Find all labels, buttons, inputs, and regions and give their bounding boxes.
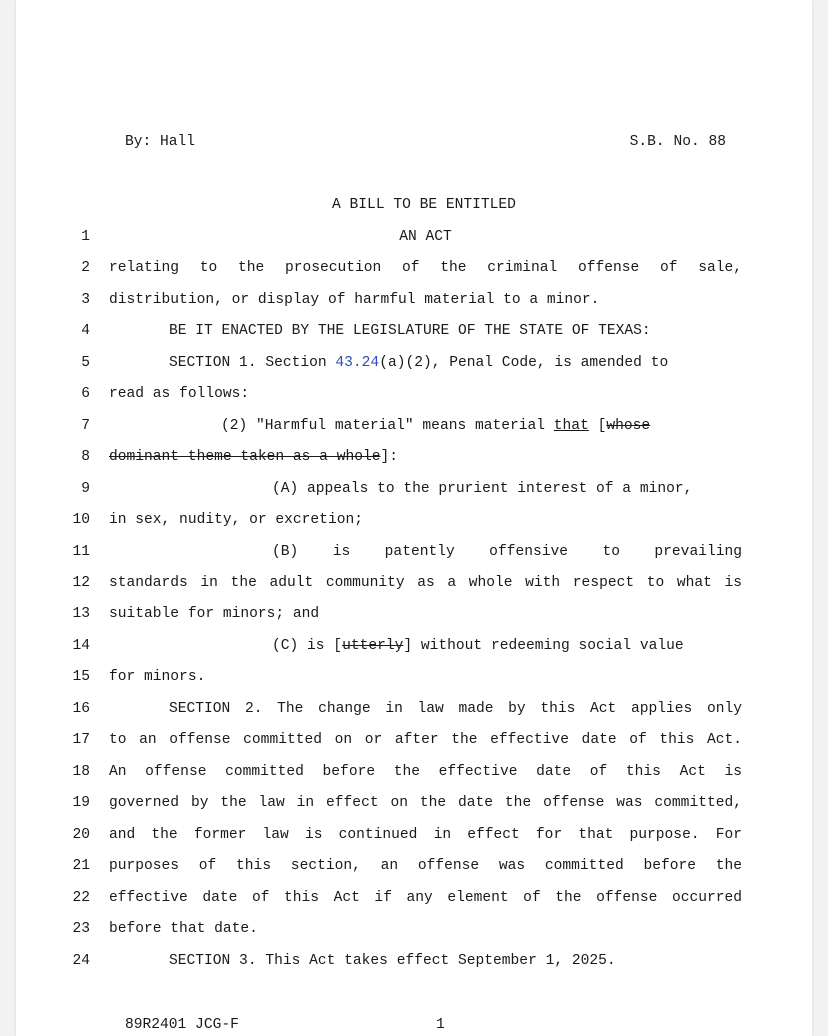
line-number: 9	[81, 481, 90, 497]
line-text: in sex, nudity, or excretion;	[109, 512, 363, 528]
page-number: 1	[436, 1017, 445, 1033]
line-text: BE IT ENACTED BY THE LEGISLATURE OF THE STATE OF TEXAS:	[169, 323, 651, 339]
deleted-text: utterly	[342, 638, 404, 654]
line-text	[109, 353, 742, 373]
line-text	[109, 636, 742, 656]
line-number: 10	[72, 512, 90, 528]
bill-number: S.B. No. 88	[629, 134, 726, 150]
line-text: purposes of this section, an offense was committed before the	[109, 858, 742, 874]
bill-line	[16, 730, 812, 750]
inserted-text: that	[553, 418, 589, 434]
bill-line	[16, 510, 812, 530]
line-text: effective date of this Act if any element of the offense occurred	[109, 890, 742, 906]
line-text: relating to the prosecution of the criminal offense of sale,	[109, 260, 742, 276]
line-text: distribution, or display of harmful material to a minor.	[109, 292, 600, 308]
bill-line	[16, 667, 812, 687]
line-text: before that date.	[109, 921, 258, 937]
line-number: 4	[81, 323, 90, 339]
bill-line	[16, 290, 812, 310]
bill-line	[16, 321, 812, 341]
bill-line	[16, 919, 812, 939]
line-number: 16	[72, 701, 90, 717]
bill-line	[16, 573, 812, 593]
line-text: (A) appeals to the prurient interest of a minor,	[272, 481, 693, 497]
bill-line	[16, 384, 812, 404]
bill-line	[16, 416, 812, 436]
bill-line	[16, 825, 812, 845]
line-text: and the former law is continued in effect for that purpose. For	[109, 827, 742, 843]
line-number: 14	[72, 638, 90, 654]
bill-line	[16, 447, 812, 467]
line-number: 3	[81, 292, 90, 308]
bill-line	[16, 888, 812, 908]
line-text: SECTION 2. The change in law made by this Act applies only	[169, 701, 742, 717]
bill-author: By: Hall	[125, 134, 196, 150]
bracket-text: [	[588, 418, 607, 434]
line-text: suitable for minors; and	[109, 606, 320, 622]
line-text: governed by the law in effect on the date the offense was committed,	[109, 795, 742, 811]
bill-title: A BILL TO BE ENTITLED	[332, 197, 516, 213]
line-number: 5	[81, 355, 90, 371]
definition-text: (2) "Harmful material" means material	[221, 418, 554, 434]
line-text: standards in the adult community as a whole with respect to what is	[109, 575, 742, 591]
line-text: (B) is patently offensive to prevailing	[272, 544, 742, 560]
line-text: for minors.	[109, 669, 206, 685]
line-number: 8	[81, 449, 90, 465]
footer-code: 89R2401 JCG-F	[125, 1017, 239, 1033]
line-number: 1	[81, 229, 90, 245]
line-text	[109, 447, 742, 467]
bracket-text: ]:	[380, 449, 399, 465]
line-number: 19	[72, 795, 90, 811]
line-number: 17	[72, 732, 90, 748]
line-number: 13	[72, 606, 90, 622]
bill-line	[16, 227, 812, 247]
bill-line	[16, 604, 812, 624]
line-number: 2	[81, 260, 90, 276]
line-number: 24	[72, 953, 90, 969]
line-text: SECTION 3. This Act takes effect September 1, 2025.	[169, 953, 616, 969]
bill-line	[16, 856, 812, 876]
line-number: 15	[72, 669, 90, 685]
item-text: ] without redeeming social value	[403, 638, 684, 654]
bill-line	[16, 793, 812, 813]
item-text: (C) is [	[272, 638, 343, 654]
bill-line	[16, 353, 812, 373]
line-text: AN ACT	[399, 229, 452, 245]
line-number: 11	[72, 544, 90, 560]
bill-line	[16, 951, 812, 971]
line-number: 21	[72, 858, 90, 874]
bill-line	[16, 479, 812, 499]
bill-line	[16, 762, 812, 782]
bill-line	[16, 258, 812, 278]
line-text: read as follows:	[109, 386, 250, 402]
statute-link[interactable]: 43.24	[335, 355, 380, 371]
line-text	[109, 416, 742, 436]
bill-line	[16, 636, 812, 656]
bill-line	[16, 542, 812, 562]
line-number: 6	[81, 386, 90, 402]
deleted-text: dominant theme taken as a whole	[109, 449, 381, 465]
deleted-text: whose	[606, 418, 651, 434]
line-number: 23	[72, 921, 90, 937]
line-text: to an offense committed on or after the effective date of this Act.	[109, 732, 742, 748]
line-number: 22	[72, 890, 90, 906]
section-text: (a)(2), Penal Code, is amended to	[379, 355, 669, 371]
line-number: 7	[81, 418, 90, 434]
section-text: SECTION 1. Section	[169, 355, 336, 371]
line-number: 20	[72, 827, 90, 843]
line-number: 18	[72, 764, 90, 780]
bill-line	[16, 699, 812, 719]
line-text: An offense committed before the effective date of this Act is	[109, 764, 742, 780]
line-number: 12	[72, 575, 90, 591]
